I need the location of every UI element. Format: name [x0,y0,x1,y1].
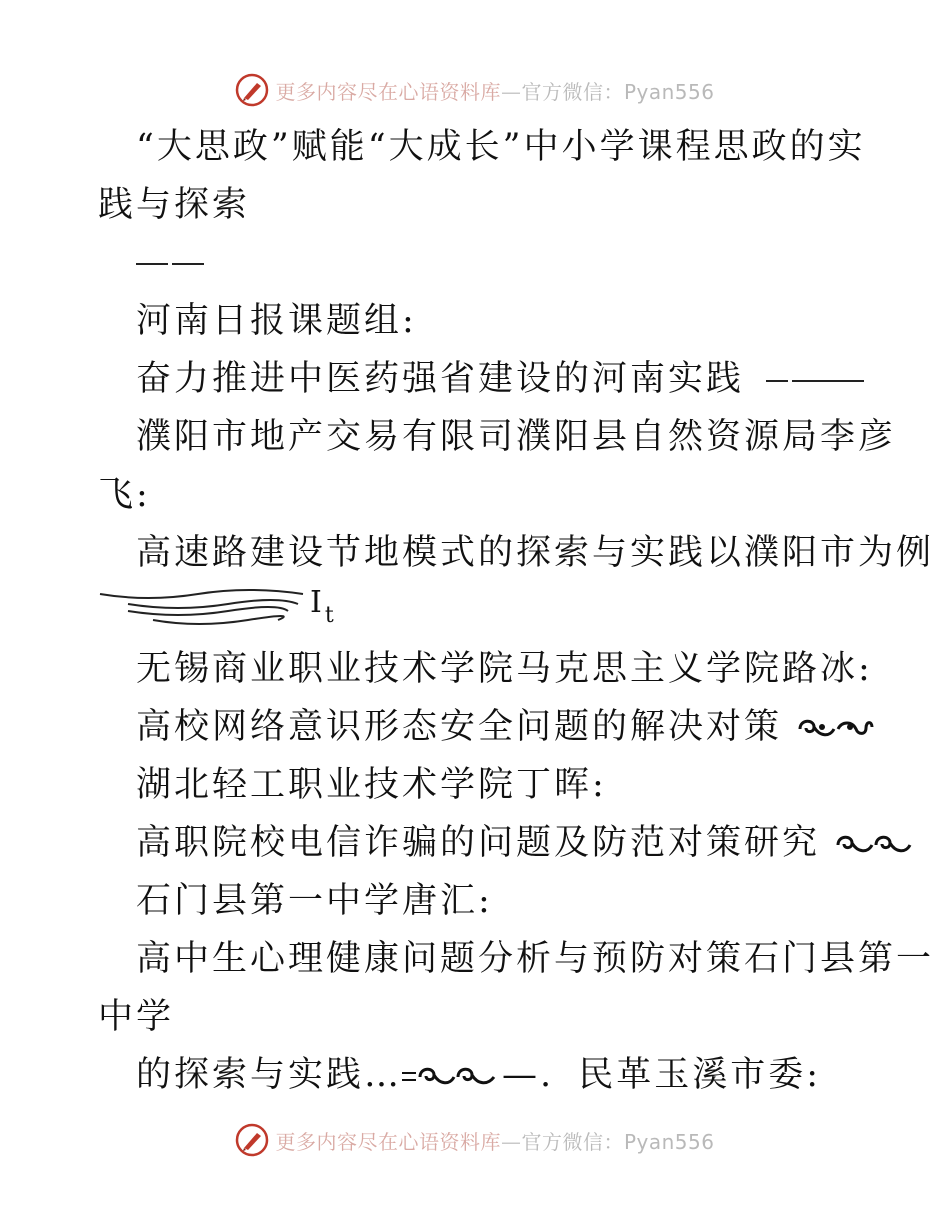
article-2 [98,350,858,408]
watermark-dash: — [500,79,522,104]
author-6: 石门县第一中学唐汇: [136,881,493,921]
title-line-2: 践与探索 [98,185,251,225]
scroll-ornament-icon [834,831,914,859]
author-7: 民革玉溪市委: [578,1055,822,1095]
document-body [98,118,935,1104]
dash-mark [98,234,858,292]
article-6-line-2: 中学 [98,997,175,1037]
ornament-letter: $I_t$ [310,585,337,628]
article-4-title: 高校网络意识形态安全问题的解决对策 [136,707,783,747]
double-dash-icon [136,234,206,292]
article-7 [98,1046,858,1104]
author-1: 河南日报课题组: [136,301,417,341]
article-2-title: 奋力推进中医药强省建设的河南实践 [136,359,745,399]
scroll-ornament-icon [796,715,876,743]
author-2-line-1: 濮阳市地产交易有限司濮阳县自然资源局李彦 [136,417,897,457]
article-3-ornament [98,582,858,640]
article-5 [98,814,858,872]
pen-logo-icon [235,1123,269,1157]
scroll-ornament-icon [402,1063,502,1091]
author-5: 湖北轻工职业技术学院丁晖: [136,765,607,805]
author-2-line-2: 飞: [98,475,151,515]
article-6-line-1: 高中生心理健康问题分析与预防对策石门县第一 [136,939,935,979]
article-3: 高速路建设节地模式的探索与实践以濮阳市为例 [136,533,935,573]
long-dash-icon [758,371,868,391]
watermark-wechat: 官方微信：Pyan556 [521,79,715,104]
watermark-bottom [0,1120,950,1160]
watermark-dash: — [500,1129,522,1154]
pen-logo-icon [235,73,269,107]
author-4: 无锡商业职业技术学院马克思主义学院路冰: [136,649,873,689]
watermark-text: 更多内容尽在心语资料库 [275,1129,501,1154]
article-5-title: 高职院校电信诈骗的问题及防范对策研究 [136,823,821,863]
article-7-part-2: —. [502,1055,555,1095]
title-line-1: “大思政”赋能“大成长”中小学课程思政的实 [136,127,866,167]
article-7-part-1: 的探索与实践… [136,1055,403,1095]
watermark-wechat: 官方微信：Pyan556 [521,1129,715,1154]
wave-lines-icon [98,584,313,634]
watermark-text: 更多内容尽在心语资料库 [275,79,501,104]
article-4 [98,698,858,756]
watermark-top [0,70,950,110]
